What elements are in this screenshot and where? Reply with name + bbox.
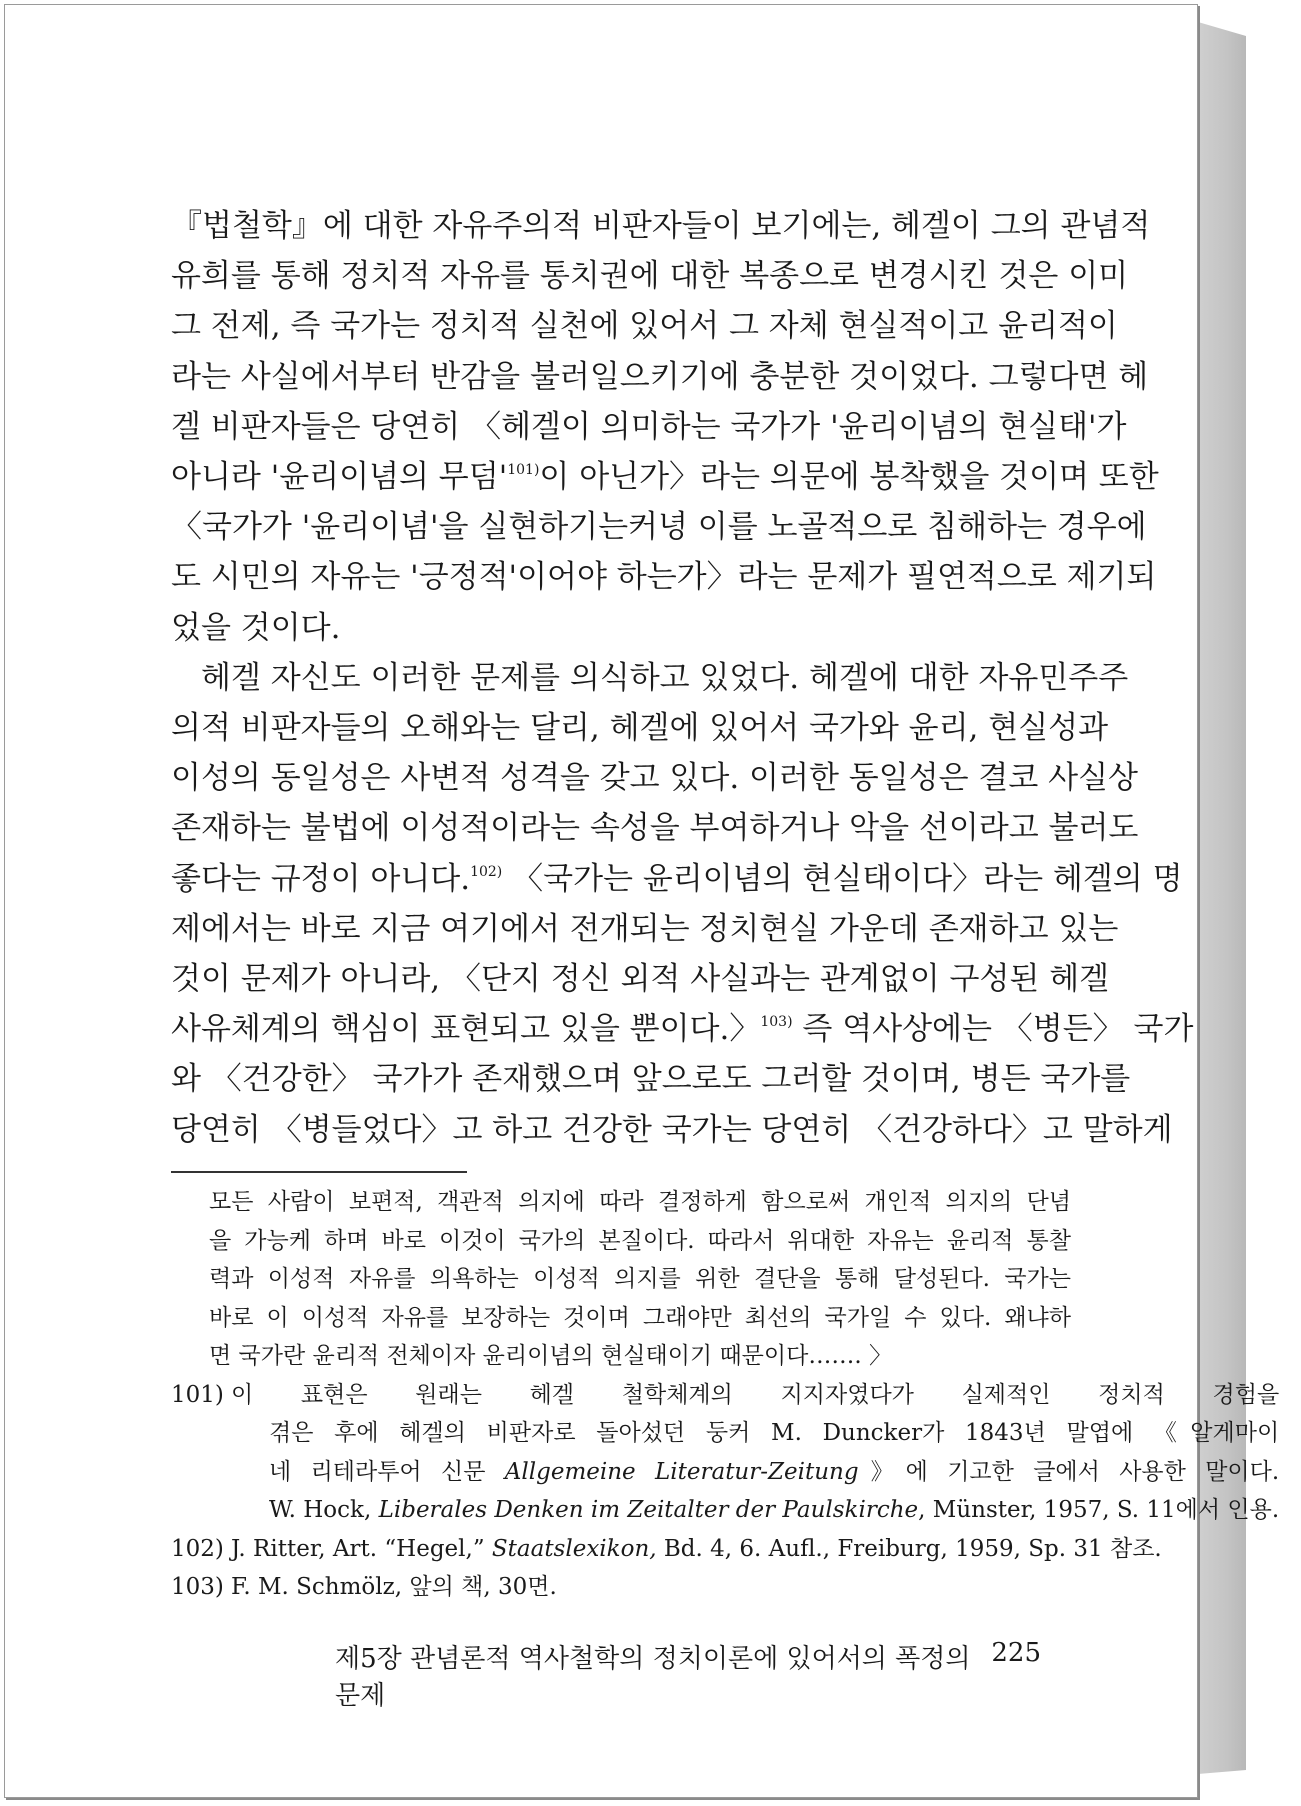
paragraph-2 <box>171 653 1194 1155</box>
text-line <box>171 854 1183 904</box>
note-line: 이 표현은 원래는 헤겔 철학체계의 지지자였다가 실제적인 정치적 경험을 <box>231 1381 1280 1408</box>
footnote-separator <box>171 1171 467 1173</box>
text-segment: 아니라 '윤리이념의 무덤' <box>171 459 508 496</box>
footnote-ref-101: 101) <box>507 462 540 479</box>
text-line: 헤겔 자신도 이러한 문제를 의식하고 있었다. 헤겔에 대한 자유민주주 <box>201 659 1129 696</box>
footnote-ref-103: 103) <box>760 1014 793 1031</box>
main-text <box>171 201 1194 1155</box>
book-page <box>4 4 1280 1798</box>
paragraph-1 <box>171 201 1159 653</box>
text-line: 겔 비판자들은 당연히 〈헤겔이 의미하는 국가가 '윤리이념의 현실태'가 <box>171 408 1127 445</box>
text-line: 도 시민의 자유는 '긍정적'이어야 하는가〉라는 문제가 필연적으로 제기되 <box>171 559 1157 596</box>
text-line: 이성의 동일성은 사변적 성격을 갖고 있다. 이러한 동일성은 결코 사실상 <box>171 760 1138 797</box>
text-line <box>171 452 1159 502</box>
footnote-102 <box>171 1530 1162 1569</box>
italic-title: Staatslexikon, <box>491 1535 657 1562</box>
footnotes <box>171 1183 1280 1607</box>
text-segment: 〈국가는 윤리이념의 현실태이다〉라는 헤겔의 명 <box>512 860 1183 897</box>
text-line: 존재하는 불법에 이성적이라는 속성을 부여하거나 악을 선이라고 불러도 <box>171 810 1139 847</box>
text-line: 었을 것이다. <box>171 609 341 646</box>
text-line: 『법철학』에 대한 자유주의적 비판자들이 보기에는, 헤겔이 그의 관념적 <box>171 208 1151 244</box>
text-segment: 즉 역사상에는 〈병든〉 국가 <box>802 1011 1194 1048</box>
footnote-103 <box>171 1568 1071 1607</box>
text-segment: 》에 기고한 글에서 사용한 말이다. <box>858 1458 1280 1485</box>
text-line: 와 〈건강한〉 국가가 존재했으며 앞으로도 그러할 것이며, 병든 국가를 <box>171 1061 1131 1098</box>
text-segment: Bd. 4, 6. Aufl., Freiburg, 1959, Sp. 31 참조. <box>656 1535 1162 1562</box>
note-line: 면 국가란 윤리적 전체이자 윤리이념의 현실태이기 때문이다……. 〉 <box>209 1343 892 1369</box>
note-line: 바로 이 이성적 자유를 보장하는 것이며 그래야만 최선의 국가일 수 있다. 왜냐하 <box>209 1304 1071 1331</box>
text-segment: 네 리테라투어 신문 <box>269 1458 505 1485</box>
footnote-number: 101) <box>171 1381 224 1408</box>
note-line <box>231 1530 1162 1569</box>
footnote-101 <box>171 1376 1280 1530</box>
footnote-number: 103) <box>171 1574 224 1600</box>
running-footer <box>335 1638 1041 1712</box>
note-line: 겪은 후에 헤겔의 비판자로 돌아섰던 둥커 M. Duncker가 1843년 말엽에 《알게마이 <box>269 1420 1280 1446</box>
text-segment: 이 아닌가〉라는 의문에 봉착했을 것이며 또한 <box>539 459 1159 496</box>
text-segment: W. Hock, <box>269 1497 379 1523</box>
text-segment: , Münster, 1957, S. 11에서 인용. <box>918 1497 1280 1523</box>
text-segment: 좋다는 규정이 아니다. <box>171 860 471 897</box>
text-line: 의적 비판자들의 오해와는 달리, 헤겔에 있어서 국가와 윤리, 현실성과 <box>171 710 1109 747</box>
note-line <box>231 1491 1279 1530</box>
text-line: 라는 사실에서부터 반감을 불러일으키기에 충분한 것이었다. 그렇다면 헤 <box>171 358 1149 395</box>
note-line: F. M. Schmölz, 앞의 책, 30면. <box>231 1574 557 1600</box>
footnote-continuation <box>171 1183 1071 1376</box>
page-number: 225 <box>991 1638 1041 1668</box>
italic-title: Allgemeine Literatur-Zeitung <box>504 1458 859 1485</box>
note-line <box>231 1453 1279 1492</box>
footnote-ref-102: 102) <box>470 863 503 880</box>
note-line: 모든 사람이 보편적, 객관적 의지에 따라 결정하게 함으로써 개인적 의지의 단념 <box>209 1189 1071 1215</box>
text-line: 것이 문제가 아니라, 〈단지 정신 외적 사실과는 관계없이 구성된 헤겔 <box>171 961 1110 998</box>
text-line: 당연히 〈병들었다〉고 하고 건강한 국가는 당연히 〈건강하다〉고 말하게 <box>171 1111 1173 1148</box>
italic-title: Liberales Denken im Zeitalter der Paulskirche <box>378 1497 919 1523</box>
note-line: 력과 이성적 자유를 의욕하는 이성적 의지를 위한 결단을 통해 달성된다. 국가는 <box>209 1266 1071 1292</box>
text-line: 제에서는 바로 지금 여기에서 전개되는 정치현실 가운데 존재하고 있는 <box>171 910 1119 947</box>
text-line: 유희를 통해 정치적 자유를 통치권에 대한 복종으로 변경시킨 것은 이미 <box>171 258 1129 295</box>
text-line: 〈국가가 '윤리이념'을 실현하기는커녕 이를 노골적으로 침해하는 경우에 <box>171 509 1147 546</box>
chapter-title: 제5장 관념론적 역사철학의 정치이론에 있어서의 폭정의 문제 <box>335 1644 971 1711</box>
text-line: 그 전제, 즉 국가는 정치적 실천에 있어서 그 자체 현실적이고 윤리적이 <box>171 308 1118 345</box>
text-line <box>171 1004 1194 1054</box>
text-segment: J. Ritter, Art. “Hegel,” <box>231 1535 492 1562</box>
note-line: 을 가능케 하며 바로 이것이 국가의 본질이다. 따라서 위대한 자유는 윤리적 통찰 <box>209 1227 1071 1254</box>
footnote-number: 102) <box>171 1535 224 1562</box>
text-segment: 사유체계의 핵심이 표현되고 있을 뿐이다.〉 <box>171 1011 761 1048</box>
